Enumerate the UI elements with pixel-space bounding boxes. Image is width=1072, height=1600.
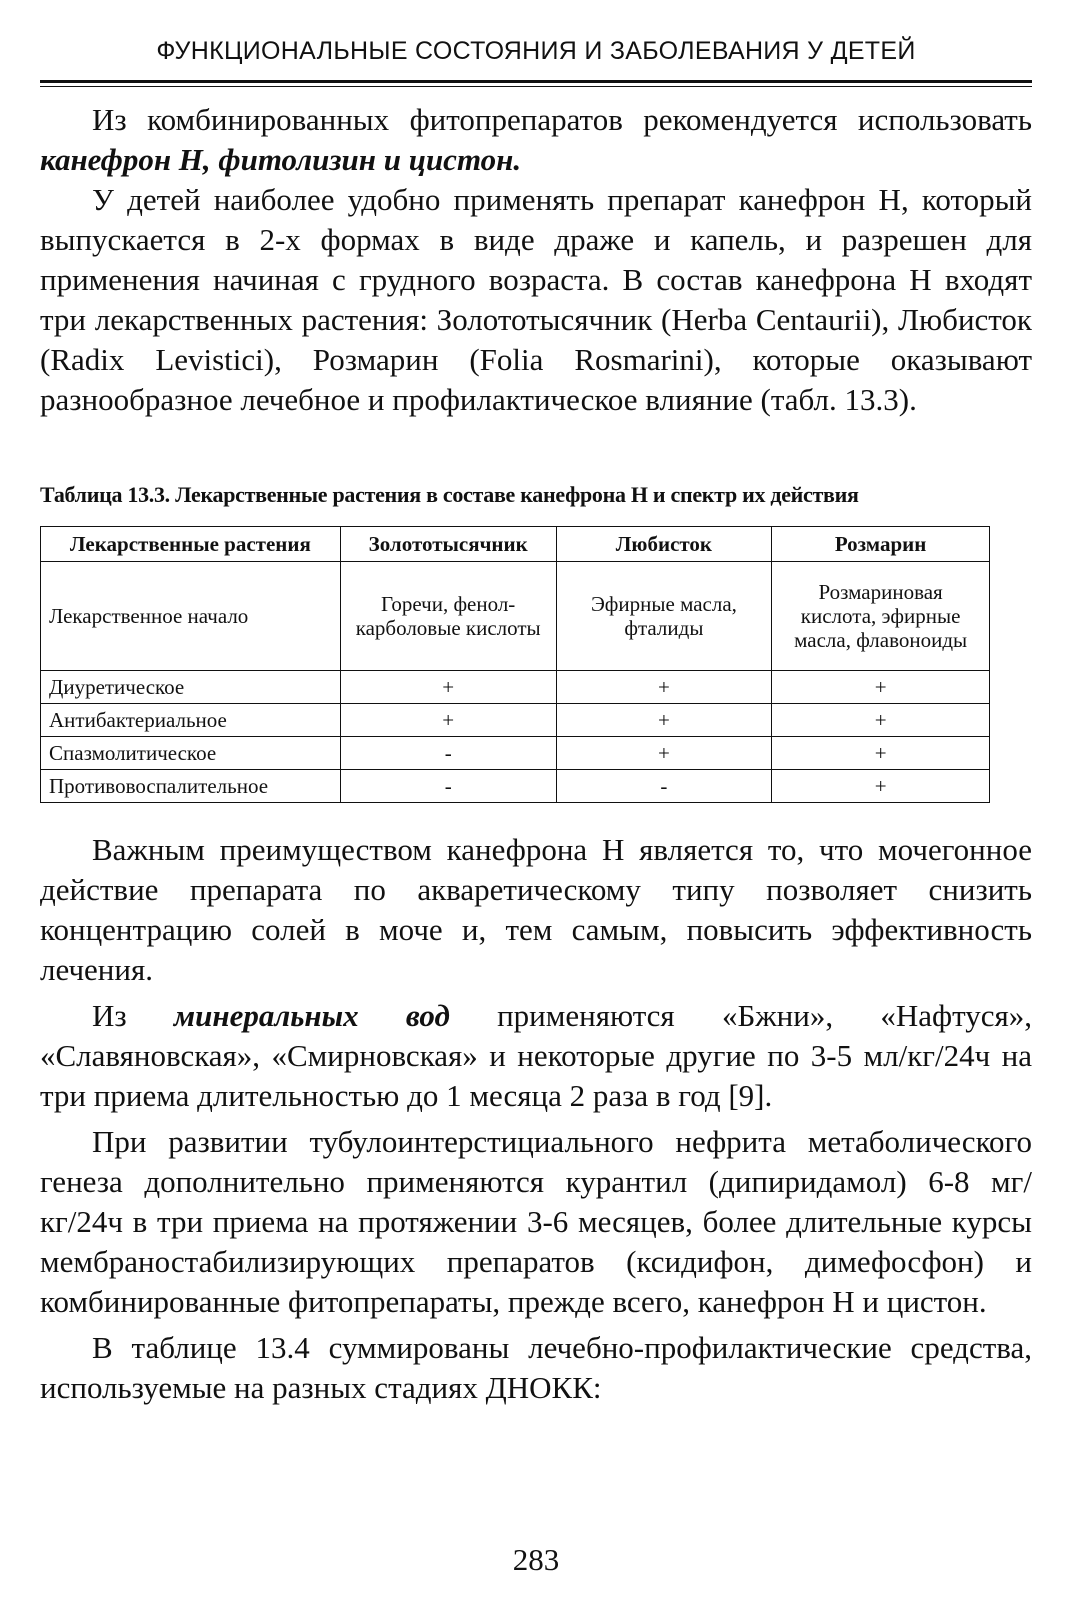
table-cell: + xyxy=(556,704,772,737)
emphasis-text: канефрон Н, фитолизин и цистон. xyxy=(40,142,522,177)
table-caption: Таблица 13.3. Лекарственные растения в составе канефрона Н и спектр их действия xyxy=(40,482,859,507)
table-row-label: Антибактериальное xyxy=(41,704,341,737)
table-cell: Розмариновая кислота, эфирные масла, флавоноиды xyxy=(772,562,990,671)
table-cell: + xyxy=(772,737,990,770)
table-header-cell: Любисток xyxy=(556,527,772,562)
herbs-table xyxy=(40,526,990,803)
emphasis-text: минеральных вод xyxy=(173,998,450,1033)
table-header-cell: Розмарин xyxy=(772,527,990,562)
header-rule-thick xyxy=(40,80,1032,83)
table-cell: - xyxy=(340,770,556,803)
table-cell: Горечи, фенол-карболовые кислоты xyxy=(340,562,556,671)
table-row xyxy=(41,737,990,770)
table-cell: Эфирные масла, фталиды xyxy=(556,562,772,671)
running-head: ФУНКЦИОНАЛЬНЫЕ СОСТОЯНИЯ И ЗАБОЛЕВАНИЯ У ДЕТЕЙ xyxy=(156,37,916,65)
paragraph-nephritis: При развитии тубулоинтерстициального нефрита метаболического генеза дополнительно применяются курантил (дипиридамол) 6-8 мг/кг/24ч в три приема на протяжении 3-6 месяцев, более длительные курсы мембраностабилизирующих препаратов (ксидифон, димефосфон) и комбинированные фитопрепараты, прежде всего, канефрон Н и цистон. xyxy=(40,1124,1032,1319)
paragraph-text: применяются «Бжни», «Нафтуся», «Славяновская», «Смирновская» и некоторые другие по 3-5 мл/кг/24ч на три приема длительностью до 1 месяца 2 раза в год [9]. xyxy=(40,998,1033,1113)
table-cell: - xyxy=(556,770,772,803)
text-block-bottom xyxy=(40,830,1032,1408)
table-header-cell: Золототысячник xyxy=(340,527,556,562)
paragraph-advantage: Важным преимуществом канефрона Н является то, что мочегонное действие препарата по акваретическому типу позволяет снизить концентрацию солей в моче и, тем самым, повысить эффективность лечения. xyxy=(40,832,1032,987)
table-row-label: Диуретическое xyxy=(41,671,341,704)
paragraph-kanefron: У детей наиболее удобно применять препарат канефрон Н, который выпускается в 2-х формах в виде драже и капель, и разрешен для применения начиная с грудного возраста. В состав канефрона Н входят три лекарственных растения: Золототысячник (Herba Centaurii), Любисток (Radix Levistici), Розмарин (Folia Rosmarini), которые оказывают разнообразное лечебное и профилактическое влияние (табл. 13.3). xyxy=(40,182,1032,417)
table-header-cell: Лекарственные растения xyxy=(41,527,341,562)
text-block-top xyxy=(40,100,1032,420)
table-row xyxy=(41,671,990,704)
paragraph-mineral-waters xyxy=(40,996,1032,1116)
table-cell: + xyxy=(556,671,772,704)
table-row-label: Лекарственное начало xyxy=(41,562,341,671)
table-cell: + xyxy=(340,671,556,704)
table-cell: + xyxy=(772,704,990,737)
table-row-label: Спазмолитическое xyxy=(41,737,341,770)
table-cell: + xyxy=(340,704,556,737)
table-row-label: Противовоспалительное xyxy=(41,770,341,803)
table-cell: + xyxy=(772,770,990,803)
paragraph-combined-phyto xyxy=(40,100,1032,180)
table-cell: + xyxy=(556,737,772,770)
table-row xyxy=(41,562,990,671)
table-cell: + xyxy=(772,671,990,704)
table-row xyxy=(41,704,990,737)
table-cell: - xyxy=(340,737,556,770)
table-header-row xyxy=(41,527,990,562)
table-row xyxy=(41,770,990,803)
paragraph-text: Из xyxy=(92,998,174,1033)
paragraph-text: Из комбинированных фитопрепаратов рекомендуется использовать xyxy=(92,102,1032,137)
page-number: 283 xyxy=(512,1542,560,1577)
paragraph-table-ref: В таблице 13.4 суммированы лечебно-профилактические средства, используемые на разных стадиях ДНОКК: xyxy=(40,1330,1032,1405)
header-rule-thin xyxy=(40,86,1032,87)
